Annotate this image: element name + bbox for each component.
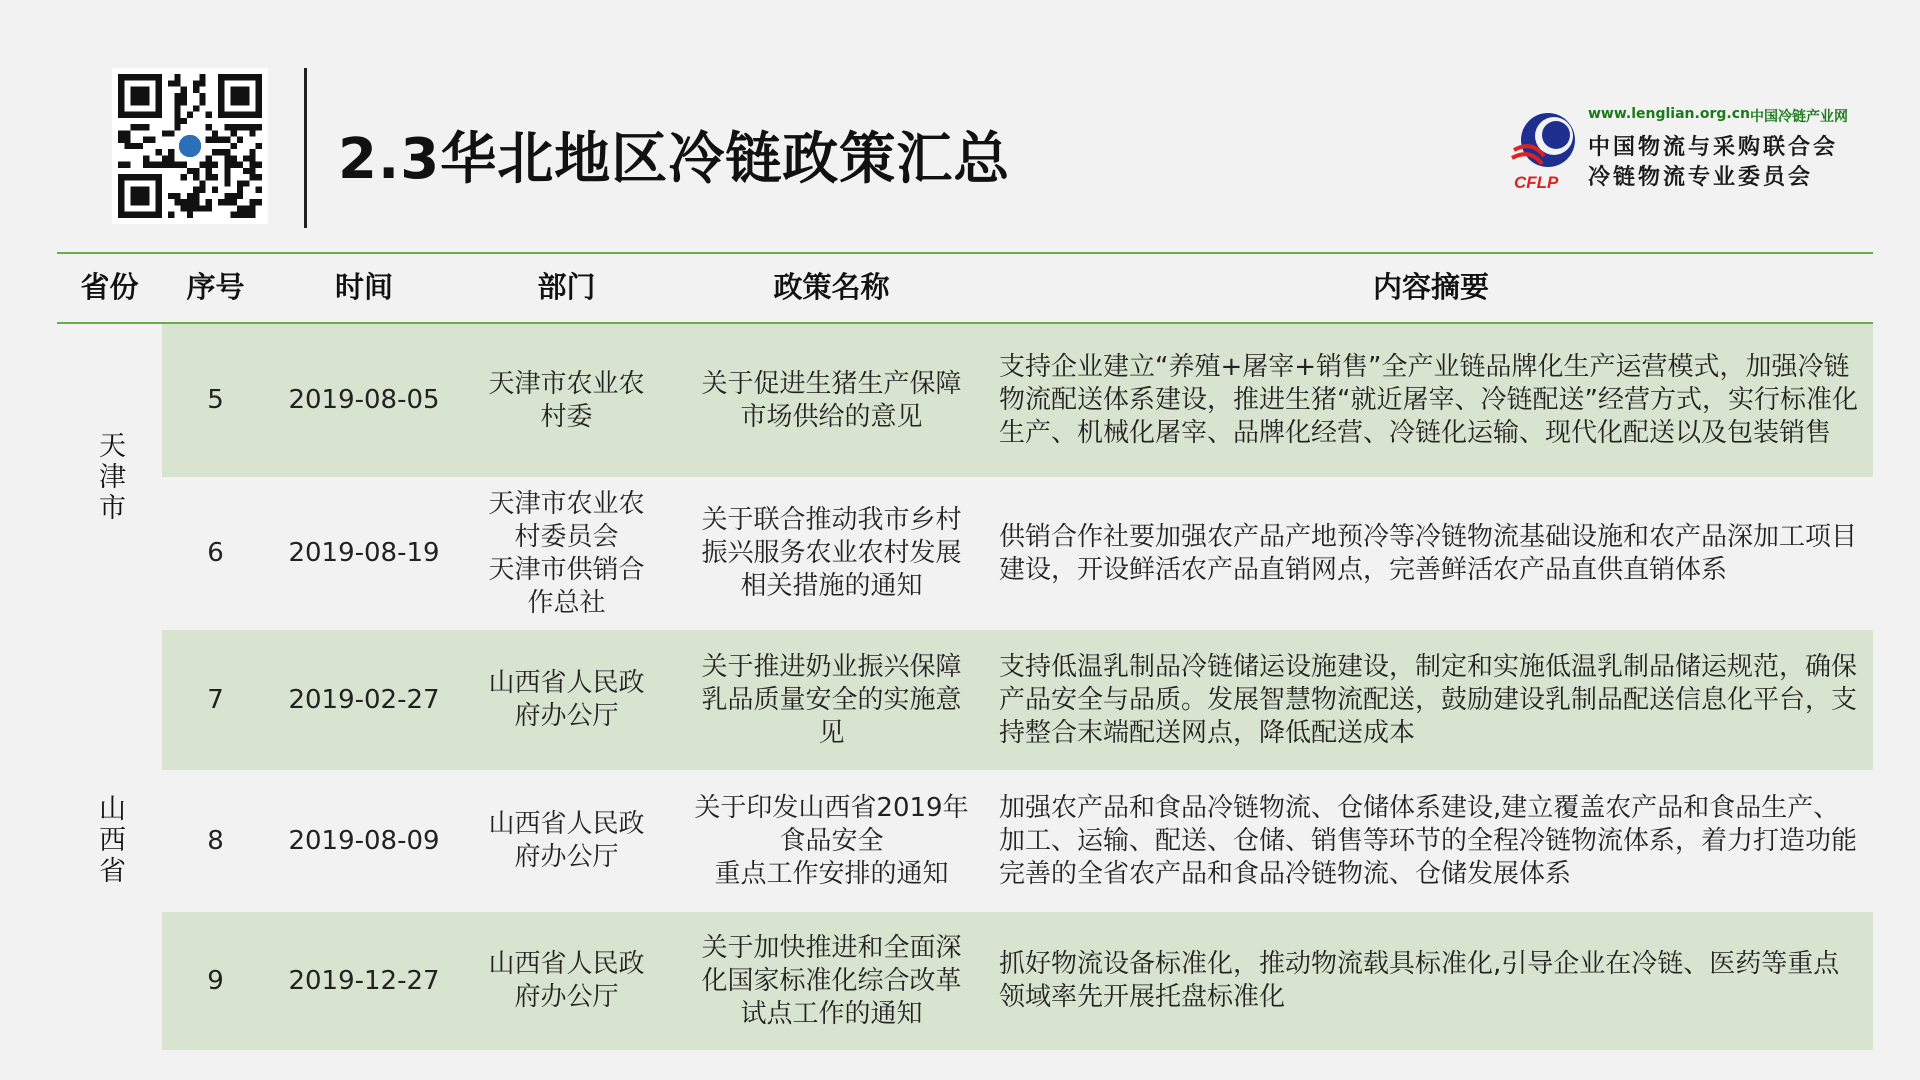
cell-dept bbox=[459, 324, 674, 477]
header-policy: 政策名称 bbox=[773, 270, 890, 304]
cell-summary-text: 支持企业建立“养殖+屠宰+销售”全产业链品牌化生产运营模式，加强冷链物流配送体系建设，推进生猪“就近屠宰、冷链配送”经营方式，实行标准化生产、机械化屠宰、品牌化经营、冷链化运输、现代化配送以及包装销售 bbox=[999, 352, 1858, 448]
cflp-logo bbox=[1504, 100, 1876, 200]
cell-policy-name bbox=[674, 324, 989, 477]
cell-dept bbox=[459, 477, 674, 630]
cell-index-text: 5 bbox=[207, 385, 224, 415]
cell-dept-line: 山西省人民政 bbox=[488, 809, 645, 839]
table-row bbox=[162, 324, 1873, 477]
cell-summary-text: 供销合作社要加强农产品产地预冷等冷链物流基础设施和农产品深加工项目建设，开设鲜活农产品直销网点，完善鲜活农产品直供直销体系 bbox=[999, 521, 1858, 585]
cell-index-text: 9 bbox=[207, 965, 224, 996]
cell-policy-name-line: 关于联合推动我市乡村 bbox=[701, 505, 962, 535]
cell-summary-text: 支持低温乳制品冷链储运设施建设，制定和实施低温乳制品储运规范，确保产品安全与品质。发展智慧物流配送，鼓励建设乳制品配送信息化平台，支持整合末端配送网点，降低配送成本 bbox=[999, 651, 1858, 748]
cell-dept-lines bbox=[488, 368, 644, 434]
cell-index bbox=[162, 770, 269, 912]
qr-code bbox=[112, 68, 268, 224]
cell-dept-line: 作总社 bbox=[527, 587, 606, 618]
table-row bbox=[162, 477, 1873, 630]
cell-summary bbox=[989, 912, 1873, 1050]
cell-date bbox=[269, 912, 459, 1050]
cell-dept-line: 山西省人民政 bbox=[488, 668, 645, 698]
cflp-logo-mark bbox=[1510, 110, 1580, 192]
cell-index bbox=[162, 477, 269, 630]
header-dept: 部门 bbox=[537, 270, 596, 304]
cell-summary bbox=[989, 770, 1873, 912]
province-name: 天津市 bbox=[94, 430, 125, 524]
cell-policy-name-line: 重点工作安排的通知 bbox=[714, 858, 949, 889]
cell-dept-lines bbox=[488, 948, 644, 1014]
cell-policy-name-line: 关于推进奶业振兴保障 bbox=[701, 651, 962, 682]
cell-date-text: 2019-08-05 bbox=[288, 385, 440, 415]
province-cell bbox=[57, 324, 162, 630]
cell-dept-lines bbox=[488, 667, 644, 733]
logo-site-name: 中国冷链产业网 bbox=[1750, 109, 1848, 125]
cell-policy-name-lines bbox=[701, 651, 961, 750]
cell-dept-line: 村委员会 bbox=[514, 521, 619, 552]
province-cell bbox=[57, 630, 162, 1050]
logo-committee-name: 冷链物流专业委员会 bbox=[1588, 165, 1814, 190]
cell-index bbox=[162, 630, 269, 770]
cell-date-text: 2019-08-19 bbox=[288, 538, 440, 568]
cell-date bbox=[269, 630, 459, 770]
cell-index-text: 6 bbox=[207, 538, 224, 568]
header-index: 序号 bbox=[186, 270, 245, 304]
cell-policy-name-line: 振兴服务农业农村发展 bbox=[701, 538, 962, 568]
logo-org-name: 中国物流与采购联合会 bbox=[1588, 135, 1839, 160]
cell-policy-name-lines bbox=[701, 932, 961, 1031]
cell-date bbox=[269, 477, 459, 630]
cell-index bbox=[162, 912, 269, 1050]
cell-dept bbox=[459, 770, 674, 912]
cell-index-text: 8 bbox=[207, 825, 224, 856]
cell-summary-text: 抓好物流设备标准化，推动物流载具标准化,引导企业在冷链、医药等重点领域率先开展托盘标准化 bbox=[999, 949, 1840, 1012]
cell-dept-line: 府办公厅 bbox=[514, 701, 619, 731]
cell-date-text: 2019-02-27 bbox=[288, 684, 440, 715]
cell-policy-name bbox=[674, 912, 989, 1050]
cell-dept-line: 天津市农业农 bbox=[488, 368, 645, 399]
cell-date bbox=[269, 324, 459, 477]
table-row bbox=[162, 770, 1873, 912]
cell-policy-name-lines bbox=[694, 792, 968, 891]
header-province: 省份 bbox=[80, 270, 139, 304]
cell-policy-name-line: 化国家标准化综合改革 bbox=[701, 965, 962, 996]
cell-summary bbox=[989, 630, 1873, 770]
cell-dept-line: 天津市供销合 bbox=[488, 554, 645, 585]
cell-dept-lines bbox=[488, 808, 644, 874]
cell-index-text: 7 bbox=[207, 684, 224, 715]
cell-policy-name bbox=[674, 630, 989, 770]
table-row bbox=[162, 912, 1873, 1050]
cell-policy-name-line: 关于促进生猪生产保障 bbox=[701, 368, 962, 399]
cell-dept bbox=[459, 630, 674, 770]
cell-date bbox=[269, 770, 459, 912]
cell-policy-name-line: 关于加快推进和全面深 bbox=[701, 932, 962, 963]
cell-policy-name-line: 见 bbox=[818, 717, 845, 748]
province-name: 山西省 bbox=[94, 793, 125, 887]
cell-date-text: 2019-08-09 bbox=[288, 825, 440, 856]
header-date: 时间 bbox=[334, 270, 393, 304]
title-divider bbox=[304, 68, 307, 228]
cell-index bbox=[162, 324, 269, 477]
cell-dept-line: 府办公厅 bbox=[514, 842, 619, 872]
cell-policy-name-line: 乳品质量安全的实施意 bbox=[701, 684, 962, 715]
header-summary: 内容摘要 bbox=[1372, 270, 1489, 304]
logo-url: www.lenglian.org.cn bbox=[1588, 106, 1750, 122]
table-row bbox=[162, 630, 1873, 770]
cell-policy-name-line: 食品安全 bbox=[779, 825, 884, 856]
cell-dept bbox=[459, 912, 674, 1050]
cell-policy-name bbox=[674, 770, 989, 912]
cell-policy-name-line: 相关措施的通知 bbox=[740, 571, 923, 601]
cell-dept-lines bbox=[488, 488, 644, 620]
cell-dept-line: 府办公厅 bbox=[514, 982, 619, 1012]
cell-summary bbox=[989, 477, 1873, 630]
cell-policy-name bbox=[674, 477, 989, 630]
cell-dept-line: 村委 bbox=[540, 401, 593, 432]
cell-policy-name-lines bbox=[701, 504, 961, 603]
logo-mark-text: CFLP bbox=[1514, 173, 1559, 192]
page-title: 2.3华北地区冷链政策汇总 bbox=[338, 127, 1011, 192]
cell-policy-name-line: 试点工作的通知 bbox=[740, 998, 923, 1029]
cell-policy-name-line: 市场供给的意见 bbox=[740, 401, 923, 432]
cell-summary-text: 加强农产品和食品冷链物流、仓储体系建设,建立覆盖农产品和食品生产、加工、运输、配送、仓储、销售等环节的全程冷链物流体系，着力打造功能完善的全省农产品和食品冷链物流、仓储发展体系 bbox=[999, 792, 1858, 889]
cell-dept-line: 天津市农业农 bbox=[488, 488, 645, 519]
cell-date-text: 2019-12-27 bbox=[288, 965, 440, 996]
cell-summary bbox=[989, 324, 1873, 477]
cell-policy-name-lines bbox=[701, 368, 961, 434]
cell-dept-line: 山西省人民政 bbox=[488, 949, 645, 979]
cell-policy-name-line: 关于印发山西省2019年 bbox=[694, 792, 969, 823]
